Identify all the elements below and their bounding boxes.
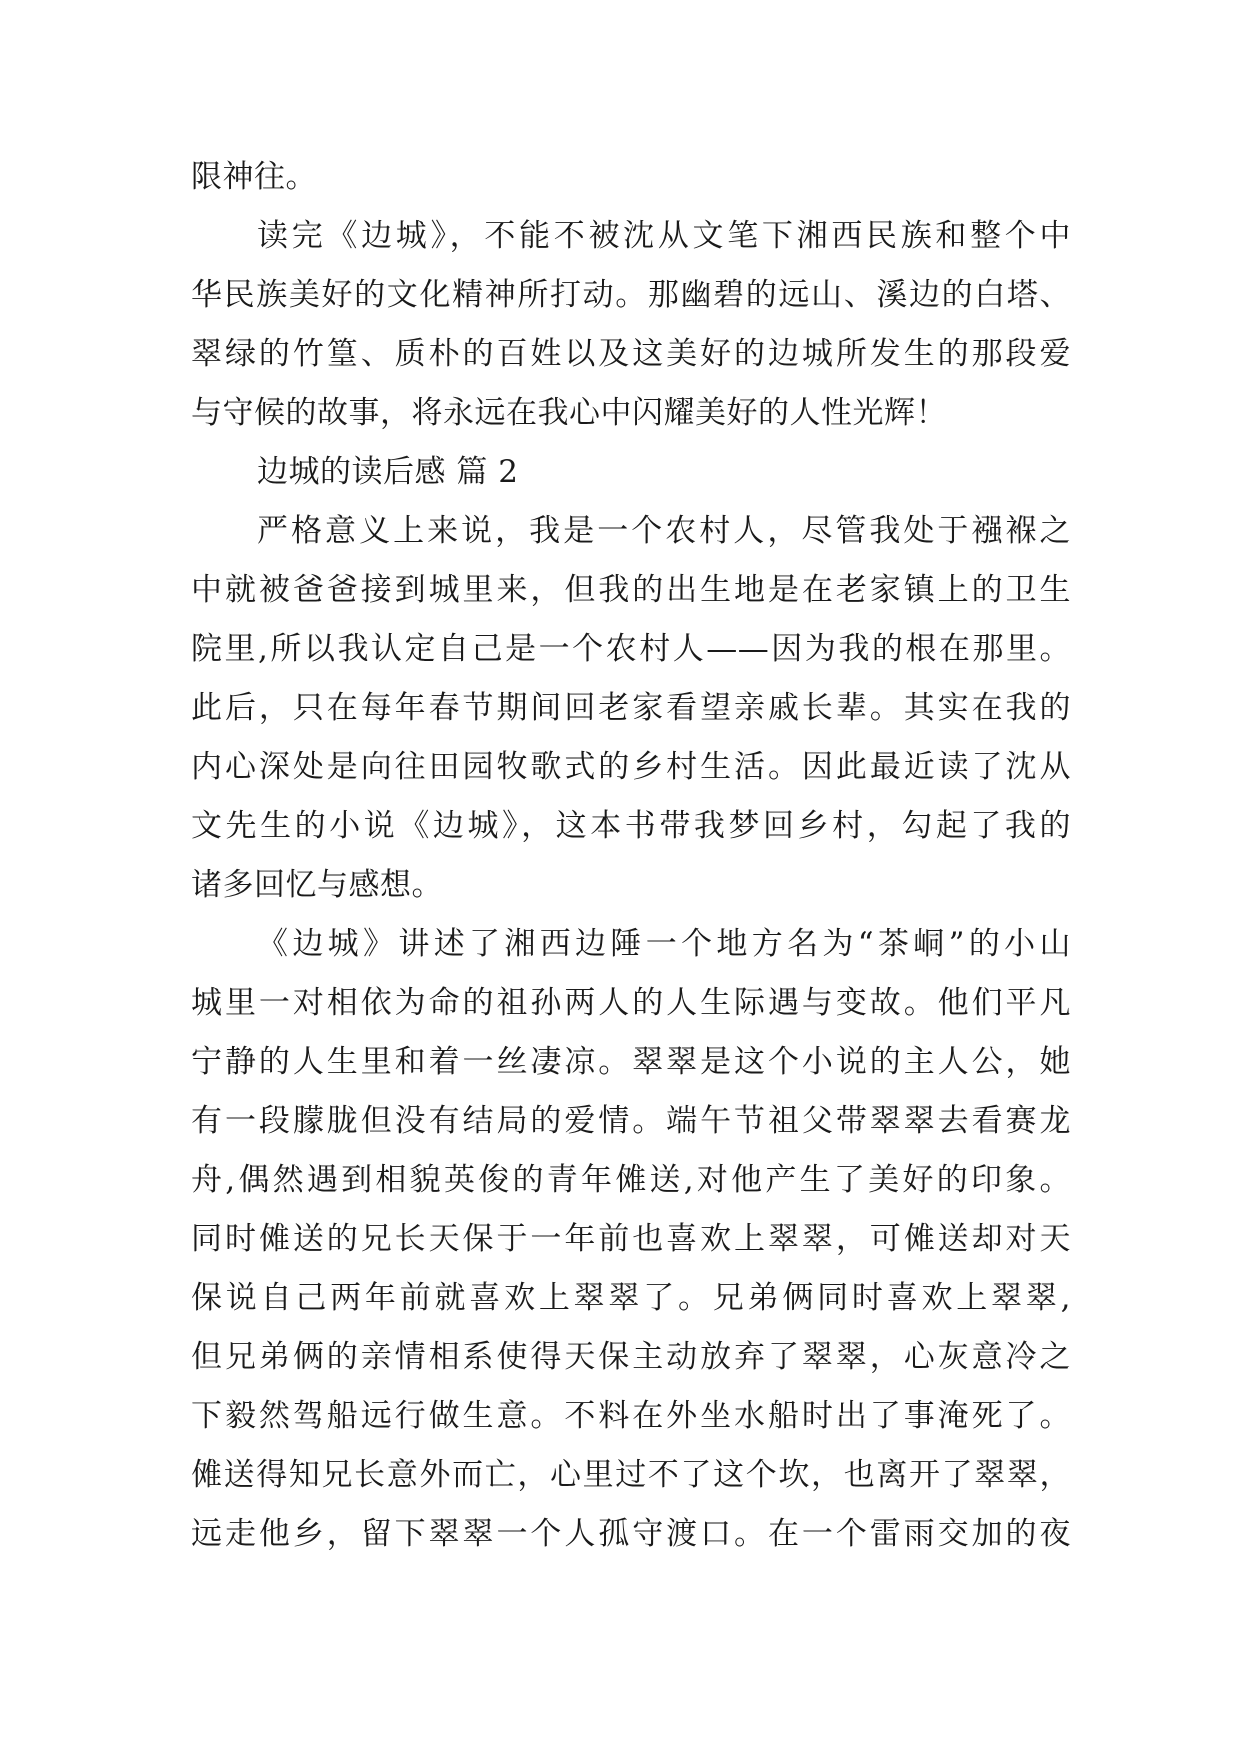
document-body [191,148,1071,1564]
text-line: 舟,偶然遇到相貌英俊的青年傩送,对他产生了美好的印象。 [191,1162,1071,1198]
text-line: 宁静的人生里和着一丝凄凉。翠翠是这个小说的主人公，她 [191,1044,1071,1080]
text-line: 边城的读后感 篇 2 [257,454,519,490]
text-line: 此后，只在每年春节期间回老家看望亲戚长辈。其实在我的 [191,690,1071,726]
text-line: 翠绿的竹篁、质朴的百姓以及这美好的边城所发生的那段爱 [191,336,1071,372]
text-line: 文先生的小说《边城》，这本书带我梦回乡村，勾起了我的 [191,808,1071,844]
text-line: 与守候的故事，将永远在我心中闪耀美好的人性光辉！ [191,395,947,431]
text-line: 远走他乡，留下翠翠一个人孤守渡口。在一个雷雨交加的夜 [191,1516,1071,1552]
text-line: 下毅然驾船远行做生意。不料在外坐水船时出了事淹死了。 [191,1398,1071,1434]
text-line: 城里一对相依为命的祖孙两人的人生际遇与变故。他们平凡 [191,985,1071,1021]
text-line: 读完《边城》，不能不被沈从文笔下湘西民族和整个中 [257,218,1071,254]
text-line: 内心深处是向往田园牧歌式的乡村生活。因此最近读了沈从 [191,749,1071,785]
text-line: 院里,所以我认定自己是一个农村人——因为我的根在那里。 [191,631,1071,667]
text-line: 保说自己两年前就喜欢上翠翠了。兄弟俩同时喜欢上翠翠, [191,1280,1071,1316]
text-line: 严格意义上来说，我是一个农村人，尽管我处于襁褓之 [257,513,1071,549]
text-line: 有一段朦胧但没有结局的爱情。端午节祖父带翠翠去看赛龙 [191,1103,1071,1139]
text-line: 《边城》讲述了湘西边陲一个地方名为“茶峒”的小山 [257,926,1071,962]
text-line: 傩送得知兄长意外而亡，心里过不了这个坎，也离开了翠翠， [191,1457,1071,1493]
text-line: 华民族美好的文化精神所打动。那幽碧的远山、溪边的白塔、 [191,277,1071,313]
text-line: 同时傩送的兄长天保于一年前也喜欢上翠翠，可傩送却对天 [191,1221,1071,1257]
text-line: 中就被爸爸接到城里来，但我的出生地是在老家镇上的卫生 [191,572,1071,608]
text-line: 诸多回忆与感想。 [191,867,443,903]
text-line: 但兄弟俩的亲情相系使得天保主动放弃了翠翠，心灰意冷之 [191,1339,1071,1375]
text-line: 限神往。 [191,159,317,195]
